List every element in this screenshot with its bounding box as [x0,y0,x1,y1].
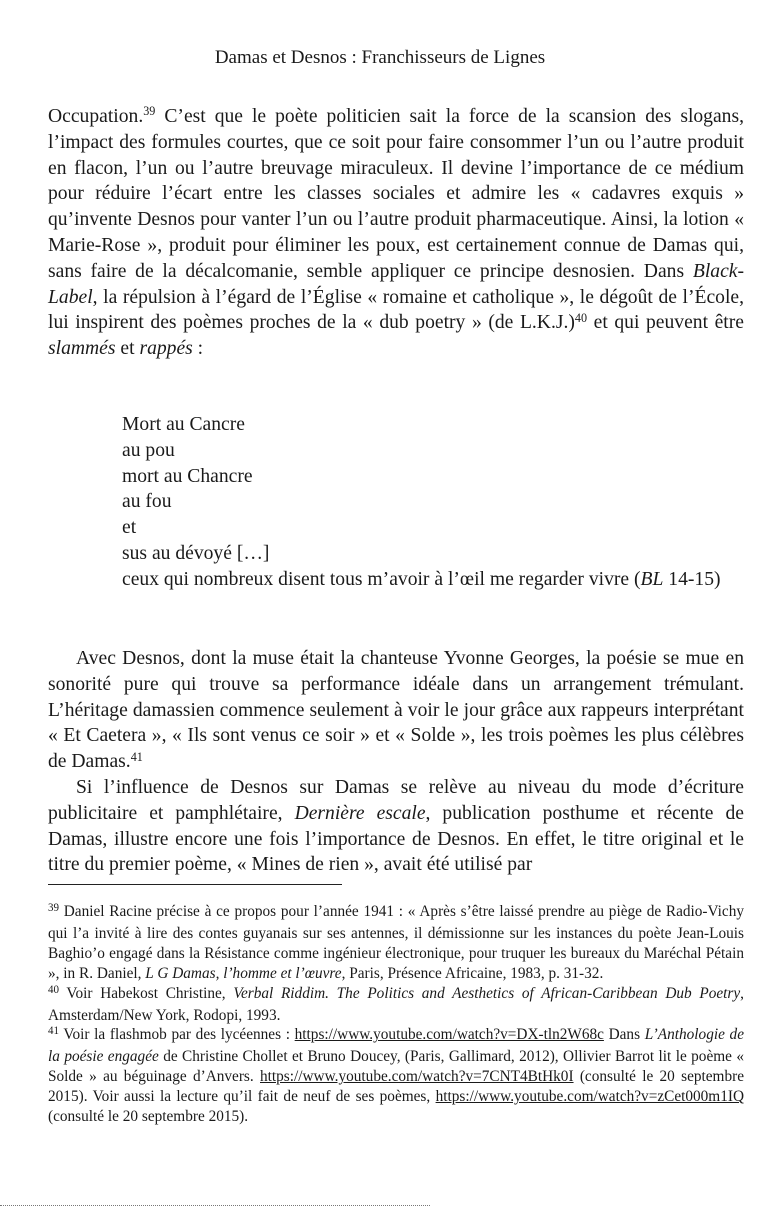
poem-line: Mort au Cancre [122,414,245,435]
text-span: Daniel Racine précise à ce propos pour l’année 1941 : « Après s’être laissé prendre au piège de Radio-Vichy qui l’a invité à lire des contes guyanais sur ses antennes, il démissionne sur les instances du poète Jean-Louis Baghio’o engagé dans la Résistance comme ingénieur électronique, pour truquer les bureaux du Maréchal Pétain », in R. Daniel, [48,903,744,982]
text-span: Si l’influence de Desnos sur Damas se relève au niveau du mode d’écriture publicitaire et pamphlétaire, [48,777,744,824]
footnote-ref-41[interactable]: 41 [130,749,143,764]
text-span: (consulté le 20 septembre 2015). [48,1108,249,1126]
paragraph-desnos-muse [48,646,744,775]
italic-citation-bl: BL [640,568,664,590]
text-span: Occupation. [48,106,144,127]
italic-title: L G Damas, l’homme et l’œuvre [145,964,342,982]
italic-title: L’Anthologie de la poésie engagée [48,1026,744,1066]
text-span: ceux qui nombreux disent tous m’avoir à l’œil me regarder vivre ( [122,568,641,590]
text-span: C’est que le poète politicien sait la force de la scansion des slogans, l’impact des formules courtes, que ce soit pour faire consommer l’un ou l’autre produit en flacon, l’un ou l’autre breuvage miraculeux. Il devine l’importance de ce médium pour réduire l’écart entre les classes sociales et admire les « cadavres exquis » qu’invente Desnos pour vanter l’un ou l’autre produit pharmaceutique. Ainsi, la lotion « Marie-Rose », produit pour éliminer les poux, est certainement connue de Damas qui, sans faire de la décalcomanie, semble appliquer ce principe desnosien. Dans [48,106,744,282]
footnote-number: 40 [48,983,59,996]
footnote-number: 39 [48,902,59,915]
text-span: 14-15) [663,568,721,590]
footnote-ref-40[interactable]: 40 [574,310,588,325]
footnote-number: 41 [48,1025,59,1038]
text-span: Voir Habekost Christine, [59,984,234,1002]
italic-title-black-label: Black-Label [48,260,744,308]
youtube-link-neuf-poemes[interactable]: https://www.youtube.com/watch?v=zCet000m1IQ [435,1088,744,1106]
poem-line-citation [122,567,744,593]
footnote-41 [48,1025,744,1127]
footnotes [48,902,744,1127]
text-span: , Amsterdam/New York, Rodopi, 1993. [48,984,744,1024]
footnote-separator [48,884,342,885]
youtube-link-solde[interactable]: https://www.youtube.com/watch?v=7CNT4BtHk0I [260,1068,574,1086]
text-span: , publication posthume et récente de Damas, illustre encore une fois l’importance de Desnos. En effet, le titre original et le titre du premier poème, « Mines de rien », avait été utilisé par [48,802,744,876]
text-span: Avec Desnos, dont la muse était la chanteuse Yvonne Georges, la poésie se mue en sonorité pure qui trouve sa performance idéale dans un arrangement trémulant. L’héritage damassien commence seulement à voir le jour grâce aux rappeurs interprétant « Et Caetera », « Ils sont venus ce soir » et « Solde », les trois poèmes les plus célèbres de Damas. [48,648,744,773]
italic-word: rappés [139,338,193,360]
italic-word: slammés [48,338,116,360]
text-span: (consulté le 20 septembre 2015). Voir aussi la lecture qu’il fait de neuf de ses poèmes, [48,1068,744,1106]
text-span: , Paris, Présence Africaine, 1983, p. 31-32. [341,964,604,982]
text-span: : [192,338,204,360]
poem-line: sus au dévoyé […] [122,542,270,564]
poem-line: au pou [122,439,175,461]
text-span: Voir la flashmob par des lycéennes : [59,1026,295,1044]
poem-quotation [122,412,744,593]
italic-title: Verbal Riddim. The Politics and Aesthetics of African-Caribbean Dub Poetry [233,984,741,1002]
text-span: Dans [603,1026,645,1044]
text-span: , la répulsion à l’égard de l’Église « romaine et catholique », le dégoût de l’École, lui inspirent des poèmes proches de la « dub poetry » (de L.K.J.) [48,286,744,334]
footnote-40 [48,984,744,1026]
footnote-ref-39[interactable]: 39 [143,104,156,119]
text-span: et [115,338,140,360]
poem-line: et [122,517,137,539]
footnote-39 [48,902,744,984]
paragraph-occupation [48,104,744,362]
text-span: et qui peuvent être [587,312,744,334]
youtube-link-flashmob[interactable]: https://www.youtube.com/watch?v=DX-tln2W68c [294,1026,604,1044]
paragraph-derniere-escale [48,775,744,878]
italic-title-derniere-escale: Dernière escale [294,802,426,824]
text-span: de Christine Chollet et Bruno Doucey, (Paris, Gallimard, 2012), Ollivier Barrot lit le poème « Solde » au béguinage d’Anvers. [48,1048,744,1086]
running-header-title: Damas et Desnos : Franchisseurs de Lignes [214,47,546,68]
poem-line: au fou [122,491,172,513]
running-header [0,46,760,70]
poem-line: mort au Chancre [122,465,253,487]
scan-edge-dotted-line [0,1205,430,1206]
